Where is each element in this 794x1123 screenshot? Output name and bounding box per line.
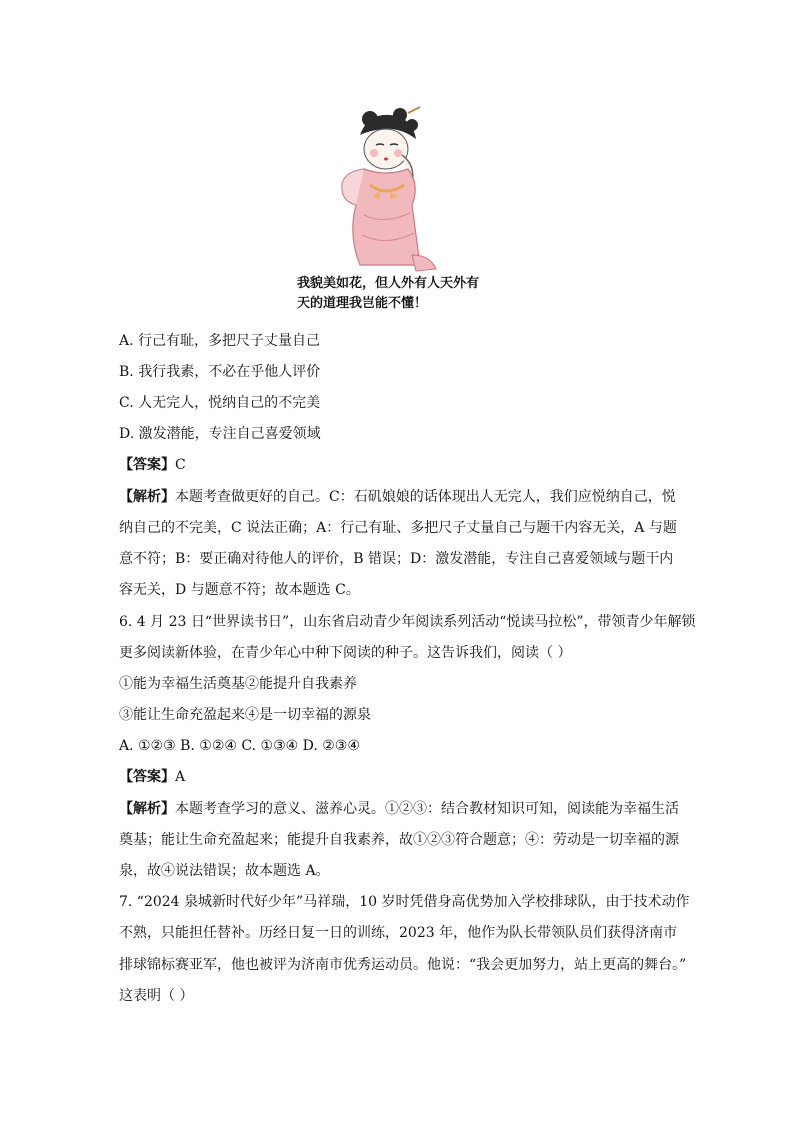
q5-answer: 【答案】C bbox=[119, 457, 186, 473]
q7-stem-line: 排球锦标赛亚军，他也被评为济南市优秀运动员。他说：“我会更加努力，站上更高的舞台。” bbox=[119, 957, 687, 973]
q5-option-b: B. 我行我素，不必在乎他人评价 bbox=[119, 364, 321, 380]
q5-option-a: A. 行己有耻，多把尺子丈量自己 bbox=[119, 333, 321, 349]
lady-illustration-icon bbox=[320, 105, 450, 275]
q6-analysis-line: 泉，故④说法错误；故本题选 A。 bbox=[119, 863, 330, 879]
section-marker: 【解析】 bbox=[119, 801, 175, 817]
q5-analysis-line: 【解析】本题考查做更好的自己。C：石矶娘娘的话体现出人无完人，我们应悦纳自己，悦 bbox=[119, 489, 676, 505]
q6-item-line: ①能为幸福生活奠基②能提升自我素养 bbox=[119, 676, 357, 692]
q5-analysis-line: 容无关，D 与题意不符；故本题选 C。 bbox=[119, 582, 360, 598]
q6-analysis-line: 奠基；能让生命充盈起来；能提升自我素养，故①②③符合题意；④：劳动是一切幸福的源 bbox=[119, 832, 679, 848]
q6-stem-line: 6. 4 月 23 日“世界读书日”，山东省启动青少年阅读系列活动“悦读马拉松”，带领青少年解锁 bbox=[119, 614, 696, 630]
q7-stem-line: 7. “2024 泉城新时代好少年”马祥瑞，10 岁时凭借身高优势加入学校排球队，由于技术动作 bbox=[119, 894, 690, 910]
q5-analysis-line: 意不符；B：要正确对待他人的评价，B 错误；D：激发潜能，专注自己喜爱领域与题干内 bbox=[119, 551, 674, 567]
q7-stem-line: 这表明（ ） bbox=[119, 988, 194, 1004]
caption-line-2: 天的道理我岂能不懂！ bbox=[297, 296, 428, 311]
q5-analysis-line: 纳自己的不完美，C 说法正确；A：行己有耻、多把尺子丈量自己与题干内容无关，A 与题 bbox=[119, 520, 677, 536]
q7-stem-line: 不熟，只能担任替补。历经日复一日的训练，2023 年，他作为队长带领队员们获得济南市 bbox=[119, 925, 678, 941]
q5-option-c: C. 人无完人，悦纳自己的不完美 bbox=[119, 395, 321, 411]
section-marker: 【答案】 bbox=[119, 457, 175, 473]
section-marker: 【答案】 bbox=[119, 769, 175, 785]
section-marker: 【解析】 bbox=[119, 489, 175, 505]
figure-caption bbox=[297, 274, 517, 314]
q6-choices: A. ①②③ B. ①②④ C. ①③④ D. ②③④ bbox=[119, 738, 360, 754]
q5-option-d: D. 激发潜能，专注自己喜爱领域 bbox=[119, 426, 321, 442]
q6-item-line: ③能让生命充盈起来④是一切幸福的源泉 bbox=[119, 707, 371, 723]
q6-answer: 【答案】A bbox=[119, 769, 186, 785]
q6-analysis-line: 【解析】本题考查学习的意义、滋养心灵。①②③：结合教材知识可知，阅读能为幸福生活 bbox=[119, 801, 679, 817]
caption-line-1: 我貌美如花，但人外有人天外有 bbox=[297, 276, 480, 291]
q6-stem-line: 更多阅读新体验，在青少年心中种下阅读的种子。这告诉我们，阅读（ ） bbox=[119, 645, 572, 661]
